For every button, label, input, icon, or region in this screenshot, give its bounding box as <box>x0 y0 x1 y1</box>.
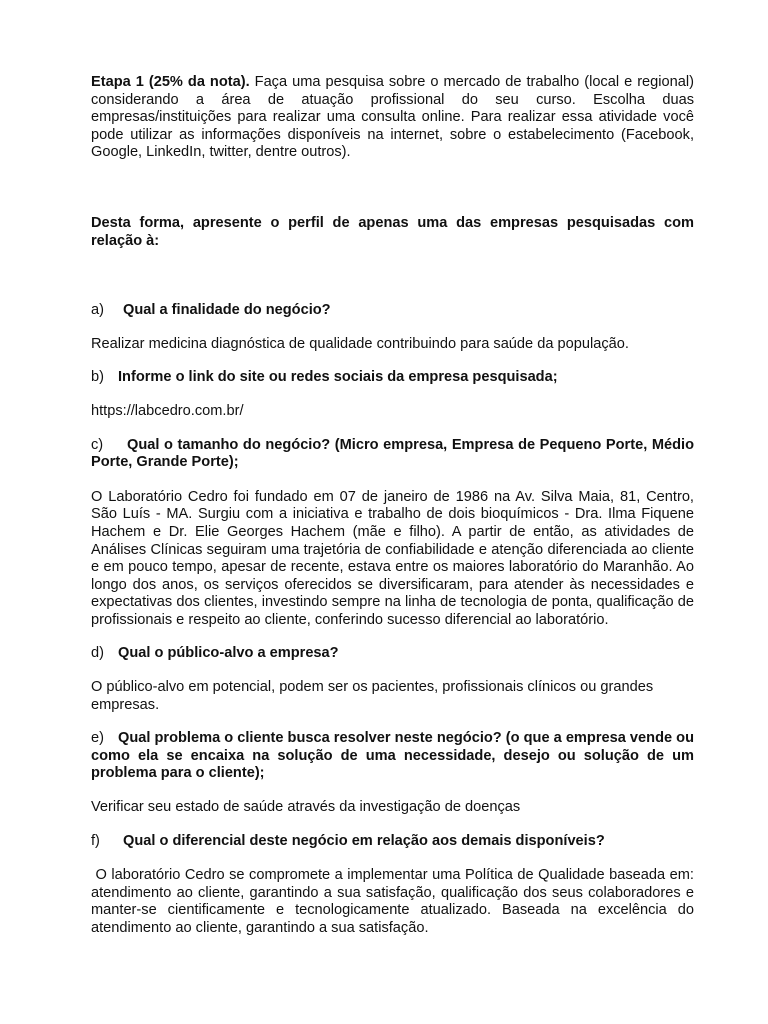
question-a-label: a) <box>91 302 104 319</box>
question-e-label: e) <box>91 730 104 747</box>
question-f <box>91 833 694 851</box>
question-b-text: Informe o link do site ou redes sociais da empresa pesquisada; <box>118 369 558 386</box>
question-c <box>91 437 694 472</box>
question-a-text: Qual a finalidade do negócio? <box>123 302 331 319</box>
question-e <box>91 730 694 783</box>
answer-a: Realizar medicina diagnóstica de qualidade contribuindo para saúde da população. <box>91 335 629 352</box>
question-f-label: f) <box>91 832 100 849</box>
answer-b: https://labcedro.com.br/ <box>91 402 244 419</box>
answer-e: Verificar seu estado de saúde através da investigação de doenças <box>91 799 521 816</box>
intro-paragraph <box>91 74 694 162</box>
question-b <box>91 369 694 387</box>
intro-heading: Etapa 1 (25% da nota). <box>91 74 250 90</box>
answer-d: O público-alvo em potencial, podem ser os pacientes, profissionais clínicos ou grandes empresas. <box>91 679 654 713</box>
intro-text: Faça uma pesquisa sobre o mercado de trabalho (local e regional) considerando a área de atuação profissional do seu curso. Escolha duas empresas/instituições para realizar uma consulta online. Para realizar essa atividade você pode utilizar as informações disponíveis na internet, sobre o estabelecimento (Facebook, Google, LinkedIn, twitter, dentre outros). <box>91 74 694 161</box>
question-a <box>91 302 694 320</box>
answer-c: O Laboratório Cedro foi fundado em 07 de janeiro de 1986 na Av. Silva Maia, 81, Centro, São Luís - MA. Surgiu com a iniciativa e trabalho de dois bioquímicos - Dra. Ilma Fiquene Hachem e Dr. Elie Georges Hachem (mãe e filho). A partir de então, as atividades de Análises Clínicas seguiram uma trajetória de confiabilidade e atenção diferenciada ao cliente e em pouco tempo, apesar de recente, estava entre os maiores laboratório do Maranhão. Ao longo dos anos, os serviços oferecidos se diversificaram, para atender às necessidades e expectativas dos clientes, investindo sempre na linha de tecnologia de ponta, qualificação de profissionais e respeito ao cliente, conferindo sucesso diferencial ao laboratório. <box>91 488 694 628</box>
question-c-label: c) <box>91 436 104 453</box>
question-e-text: Qual problema o cliente busca resolver neste negócio? (o que a empresa vende ou como ela se encaixa na solução de uma necessidade, desejo ou solução de um problema para o cliente); <box>91 730 694 782</box>
question-d-text: Qual o público-alvo a empresa? <box>118 645 339 662</box>
answer-f: O laboratório Cedro se compromete a implementar uma Política de Qualidade baseada em: atendimento ao cliente, garantindo a sua satisfação, qualificação dos seus colaboradores e manter-se cientificamente e tecnologicamente atualizado. Baseada na excelência do atendimento ao cliente, garantindo a sua satisfação. <box>91 867 699 936</box>
question-d <box>91 645 694 663</box>
document-page <box>91 74 699 938</box>
question-c-text: Qual o tamanho do negócio? (Micro empresa, Empresa de Pequeno Porte, Médio Porte, Grande Porte); <box>91 436 694 471</box>
question-d-label: d) <box>91 645 104 662</box>
question-b-label: b) <box>91 369 104 386</box>
lead-paragraph: Desta forma, apresente o perfil de apenas uma das empresas pesquisadas com relação à: <box>91 214 694 249</box>
question-f-text: Qual o diferencial deste negócio em relação aos demais disponíveis? <box>123 832 605 849</box>
